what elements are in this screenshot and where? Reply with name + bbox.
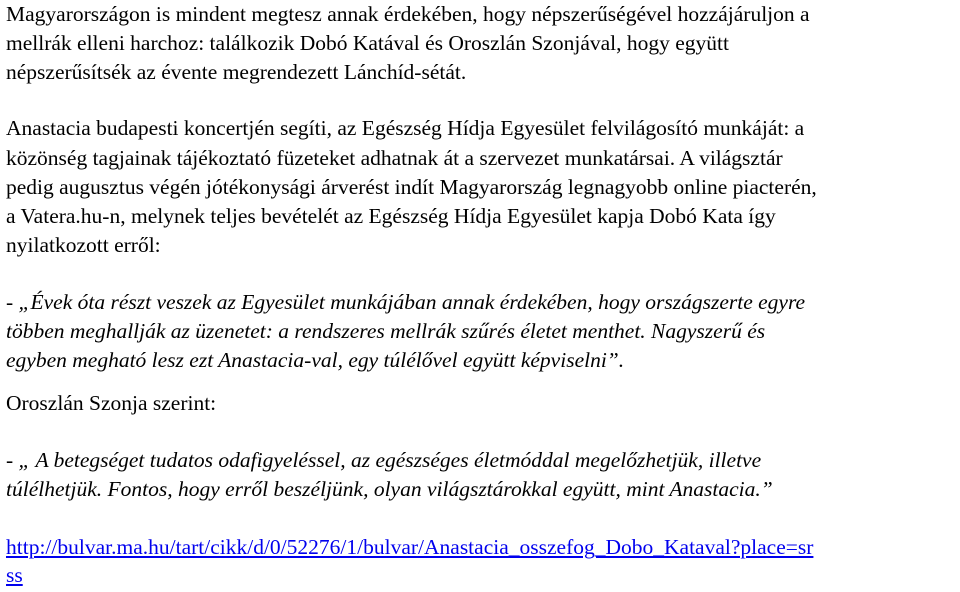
text-line: mellrák elleni harchoz: találkozik Dobó Katával és Oroszlán Szonjával, hogy együtt bbox=[6, 31, 730, 55]
quote-line bbox=[6, 288, 805, 317]
speaker-heading: Oroszlán Szonja szerint: bbox=[6, 391, 217, 415]
quote-line: többen meghallják az üzenetet: a rendszeres mellrák szűrés életet menthet. Nagyszerű és bbox=[6, 319, 766, 343]
source-link-line[interactable]: http://bulvar.ma.hu/tart/cikk/d/0/52276/1/bulvar/Anastacia_osszefog_Dobo_Kataval?place=sr bbox=[6, 535, 814, 559]
quote-text: „Évek óta részt veszek az Egyesület munkájában annak érdekében, hogy országszerte egyre bbox=[18, 290, 806, 314]
text-line: nyilatkozott erről: bbox=[6, 233, 161, 257]
text-line: Magyarországon is mindent megtesz annak érdekében, hogy népszerűségével hozzájáruljon a bbox=[6, 2, 810, 26]
quote-line: egyben megható lesz ezt Anastacia-val, egy túlélővel együtt képviselni”. bbox=[6, 348, 625, 372]
text-line: Anastacia budapesti koncertjén segíti, az Egészség Hídja Egyesület felvilágosító munkáját: a bbox=[6, 116, 805, 140]
quote-dash: - bbox=[6, 290, 19, 314]
text-line: közönség tagjainak tájékoztató füzeteket adhatnak át a szervezet munkatársai. A világsztár bbox=[6, 146, 783, 170]
source-link-line[interactable]: ss bbox=[6, 563, 23, 587]
text-line: a Vatera.hu-n, melynek teljes bevételét az Egészség Hídja Egyesület kapja Dobó Kata így bbox=[6, 204, 776, 228]
text-line: pedig augusztus végén jótékonysági árverést indít Magyarország legnagyobb online piacterén, bbox=[6, 175, 817, 199]
text-line: népszerűsítsék az évente megrendezett Lánchíd-sétát. bbox=[6, 60, 467, 84]
quote-line: túlélhetjük. Fontos, hogy erről beszéljünk, olyan világsztárokkal együtt, mint Anastacia.” bbox=[6, 477, 773, 501]
quote-dash: - bbox=[6, 448, 19, 472]
quote-line bbox=[6, 446, 761, 475]
quote-text: „ A betegséget tudatos odafigyeléssel, az egészséges életmóddal megelőzhetjük, illetve bbox=[18, 448, 762, 472]
